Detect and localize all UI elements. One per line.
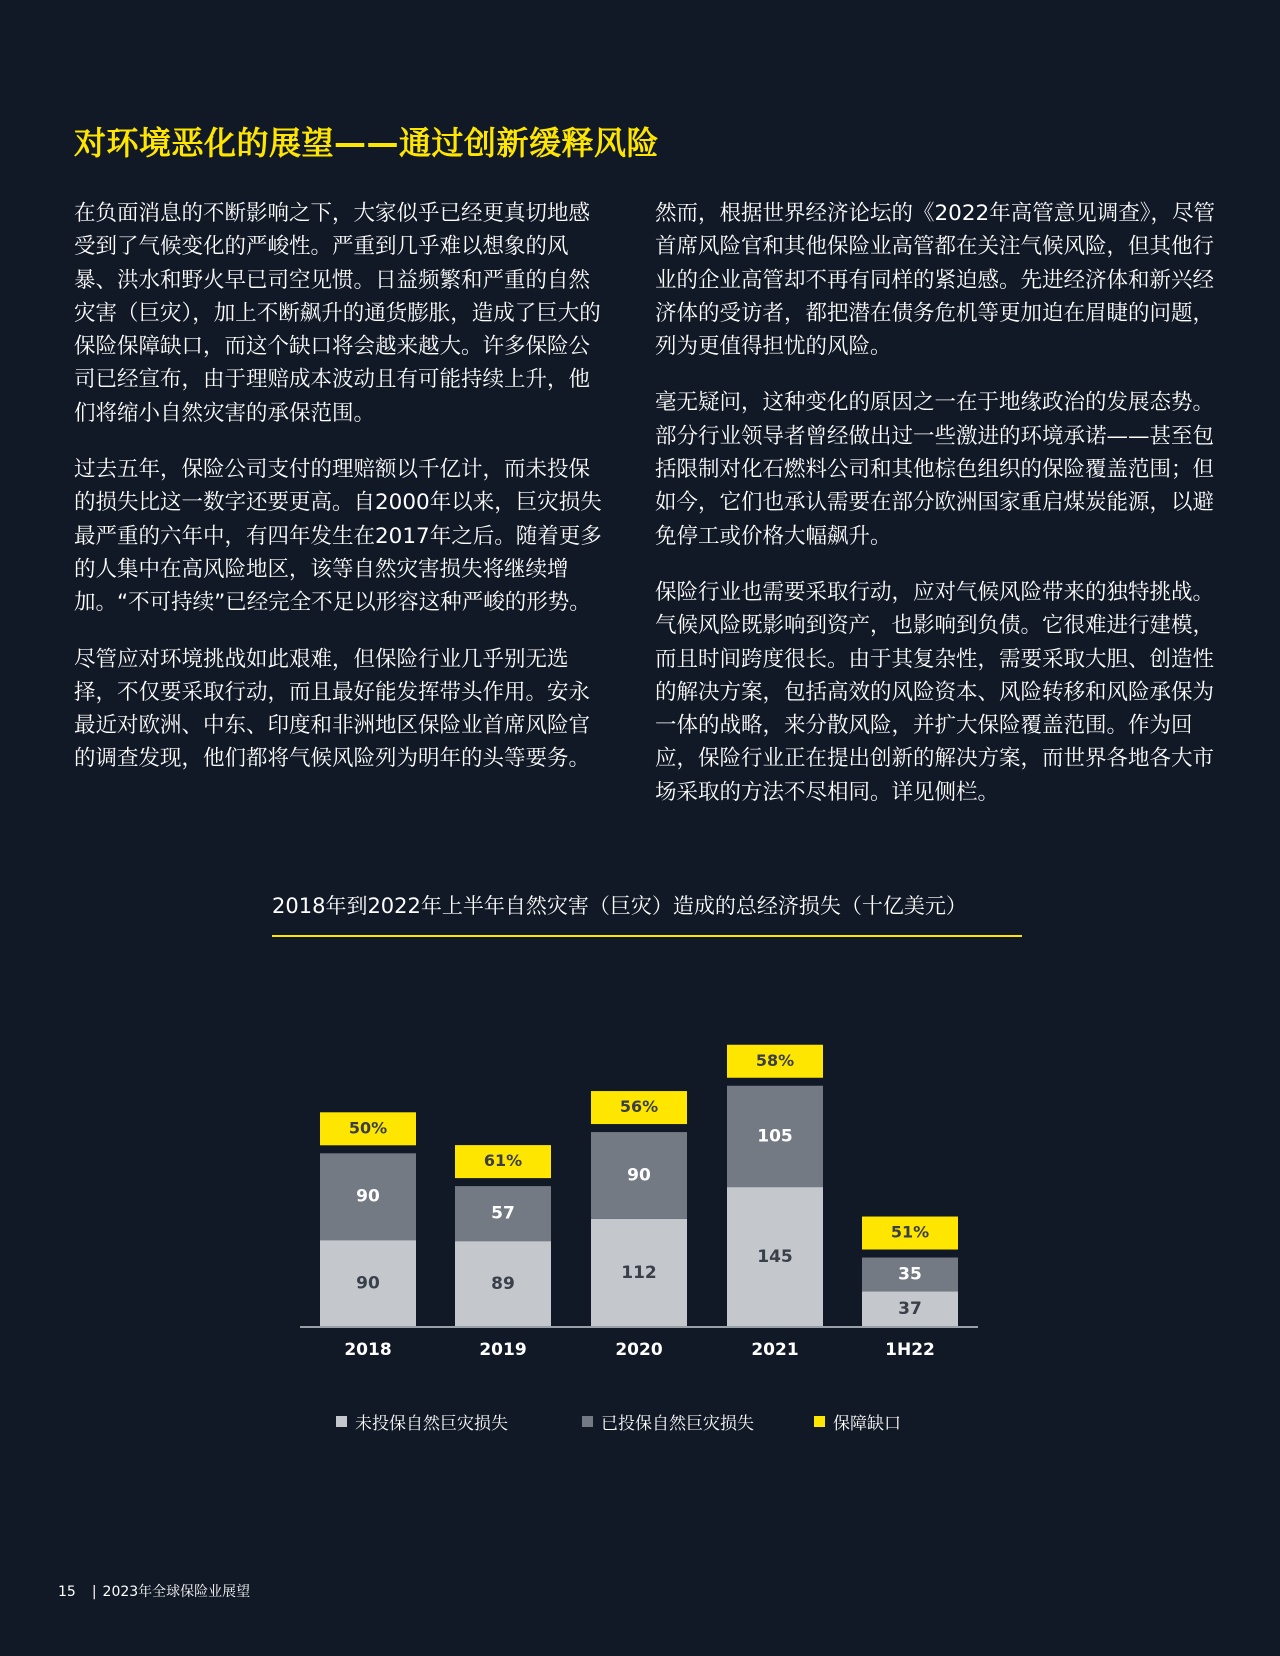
x-tick-label-2020: 2020 xyxy=(615,1340,663,1360)
protection-gap-label-2018: 50% xyxy=(348,1118,388,1138)
legend-label: 已投保自然巨灾损失 xyxy=(601,1414,754,1434)
legend-label: 保障缺口 xyxy=(833,1414,901,1434)
bar-label-insured-2020: 90 xyxy=(627,1165,651,1186)
bar-label-uninsured-1H22: 37 xyxy=(898,1299,922,1320)
protection-gap-label-1H22: 51% xyxy=(890,1222,930,1242)
protection-gap-label-2021: 58% xyxy=(755,1050,795,1070)
paragraph: 然而，根据世界经济论坛的《2022年高管意见调查》，尽管首席风险官和其他保险业高管都在关注气候风险，但其他行业的企业高管却不再有同样的紧迫感。先进经济体和新兴经济体的受访者，都把潜在债务危机等更加迫在眉睫的问题，列为更值得担忧的风险。 xyxy=(655,201,1215,360)
bar-label-uninsured-2021: 145 xyxy=(757,1247,793,1268)
bar-label-insured-2018: 90 xyxy=(356,1186,380,1207)
page-footer xyxy=(58,1581,250,1601)
chart-legend xyxy=(0,1409,1280,1433)
legend-item-uninsured xyxy=(336,1409,508,1434)
bar-label-insured-1H22: 35 xyxy=(898,1264,922,1285)
legend-item-insured xyxy=(582,1409,754,1434)
chart-title: 2018年到2022年上半年自然灾害（巨灾）造成的总经济损失（十亿美元） xyxy=(272,894,967,918)
x-tick-label-2021: 2021 xyxy=(751,1340,799,1360)
legend-swatch-gap xyxy=(814,1416,825,1427)
paragraph: 在负面消息的不断影响之下，大家似乎已经更真切地感受到了气候变化的严峻性。严重到几乎难以想象的风暴、洪水和野火早已司空见惯。日益频繁和严重的自然灾害（巨灾），加上不断飙升的通货膨胀，造成了巨大的保险保障缺口，而这个缺口将会越来越大。许多保险公司已经宣布，由于理赔成本波动且有可能持续上升，他们将缩小自然灾害的承保范围。 xyxy=(74,201,601,426)
paragraph: 过去五年，保险公司支付的理赔额以千亿计，而未投保的损失比这一数字还要更高。自2000年以来，巨灾损失最严重的六年中，有四年发生在2017年之后。随着更多的人集中在高风险地区，该等自然灾害损失将继续增加。“不可持续”已经完全不足以形容这种严峻的形势。 xyxy=(74,457,602,616)
paragraph: 尽管应对环境挑战如此艰难，但保险行业几乎别无选择，不仅要采取行动，而且最好能发挥带头作用。安永最近对欧洲、中东、印度和非洲地区保险业首席风险官的调查发现，他们都将气候风险列为明年的头等要务。 xyxy=(74,646,591,772)
page-number: 15 xyxy=(58,1584,76,1600)
legend-swatch-insured xyxy=(582,1416,593,1427)
x-tick-label-2019: 2019 xyxy=(479,1340,527,1360)
bar-label-uninsured-2018: 90 xyxy=(356,1273,380,1294)
x-tick-label-1H22: 1H22 xyxy=(885,1340,935,1360)
legend-item-gap xyxy=(814,1409,901,1434)
footer-separator: | xyxy=(91,1584,97,1600)
bar-label-insured-2021: 105 xyxy=(757,1126,793,1147)
paragraph: 保险行业也需要采取行动，应对气候风险带来的独特挑战。气候风险既影响到资产，也影响到负债。它很难进行建模，而且时间跨度很长。由于其复杂性，需要采取大胆、创造性的解决方案，包括高效的风险资本、风险转移和风险承保为一体的战略，来分散风险，并扩大保险覆盖范围。作为回应，保险行业正在提出创新的解决方案，而世界各地各大市场采取的方法不尽相同。详见侧栏。 xyxy=(655,579,1215,805)
legend-label: 未投保自然巨灾损失 xyxy=(355,1414,508,1434)
bar-label-uninsured-2019: 89 xyxy=(491,1274,515,1295)
x-tick-label-2018: 2018 xyxy=(344,1340,392,1360)
protection-gap-label-2020: 56% xyxy=(619,1097,659,1117)
protection-gap-label-2019: 61% xyxy=(483,1151,523,1171)
page-title: 对环境恶化的展望——通过创新缓释风险 xyxy=(74,124,660,162)
bar-label-uninsured-2020: 112 xyxy=(621,1262,657,1283)
paragraph: 毫无疑问，这种变化的原因之一在于地缘政治的发展态势。部分行业领导者曾经做出过一些激进的环境承诺——甚至包括限制对化石燃料公司和其他棕色组织的保险覆盖范围；但如今，它们也承认需要在部分欧洲国家重启煤炭能源，以避免停工或价格大幅飙升。 xyxy=(655,390,1215,549)
bar-label-insured-2019: 57 xyxy=(491,1203,515,1224)
publication-name: 2023年全球保险业展望 xyxy=(102,1584,251,1600)
legend-swatch-uninsured xyxy=(336,1416,347,1427)
